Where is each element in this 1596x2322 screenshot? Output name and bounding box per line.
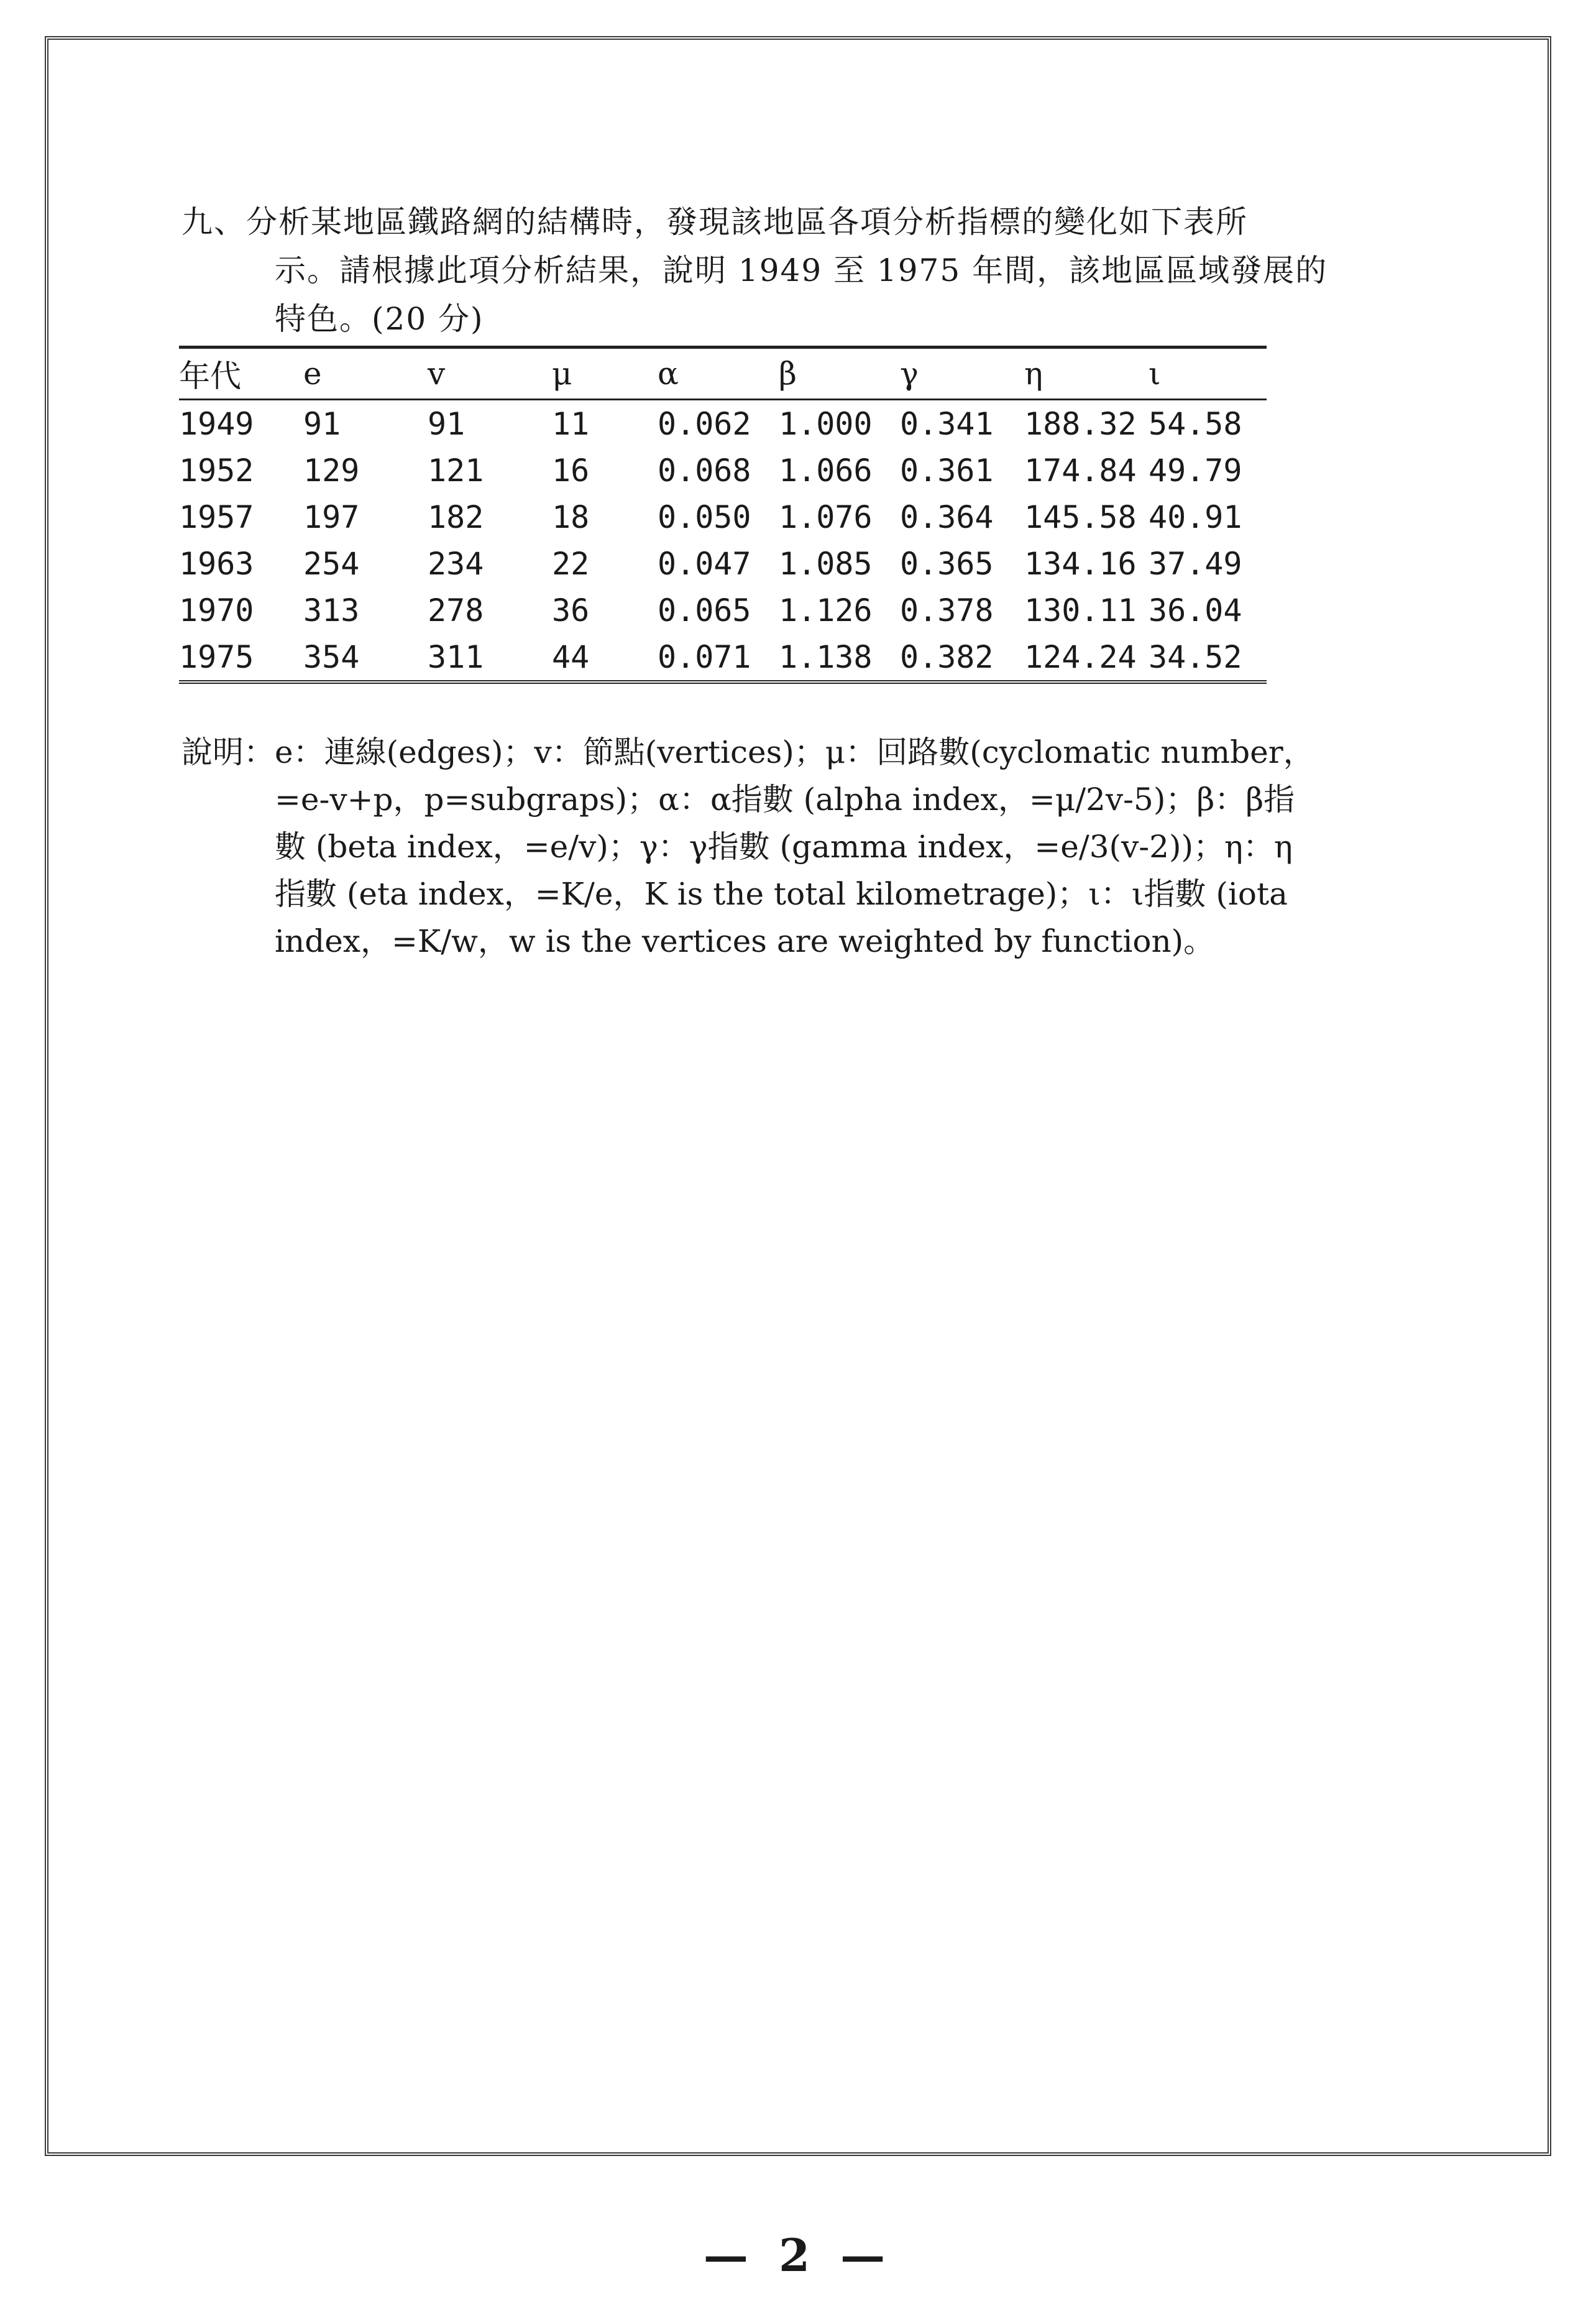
cell-eta: 145.58 xyxy=(1024,499,1137,535)
cell-e: 129 xyxy=(303,452,360,489)
cell-gamma: 0.361 xyxy=(900,452,994,489)
note-line: 數 (beta index，=e/v)；γ：γ指數 (gamma index，=e/3(v-2))；η：η xyxy=(275,829,1293,865)
cell-e: 354 xyxy=(303,638,360,675)
cell-iota: 49.79 xyxy=(1149,452,1242,489)
table-row xyxy=(179,540,1267,587)
table-row xyxy=(179,587,1267,633)
cell-gamma: 0.365 xyxy=(900,545,994,582)
page-number: — 2 — xyxy=(703,2229,893,2282)
cell-beta: 1.066 xyxy=(779,452,873,489)
table-header-row xyxy=(179,348,1267,400)
cell-year: 1970 xyxy=(179,592,254,629)
cell-eta: 174.84 xyxy=(1024,452,1137,489)
note-line: index，=K/w，w is the vertices are weighted by function)。 xyxy=(275,923,1215,959)
cell-gamma: 0.364 xyxy=(900,499,994,535)
note-line: 指數 (eta index，=K/e，K is the total kilometrage)；ι：ι指數 (iota xyxy=(275,876,1288,912)
cell-gamma: 0.382 xyxy=(900,638,994,675)
cell-beta: 1.126 xyxy=(779,592,873,629)
header-iota: ι xyxy=(1149,356,1161,392)
header-eta: η xyxy=(1024,356,1043,392)
cell-v: 311 xyxy=(428,638,484,675)
cell-beta: 1.076 xyxy=(779,499,873,535)
cell-alpha: 0.065 xyxy=(658,592,751,629)
cell-alpha: 0.068 xyxy=(658,452,751,489)
cell-v: 278 xyxy=(428,592,484,629)
note-line: 說明：e：連線(edges)；v：節點(vertices)；μ：回路數(cyclomatic number， xyxy=(181,734,1314,770)
header-e: e xyxy=(303,356,322,392)
cell-eta: 124.24 xyxy=(1024,638,1137,675)
question-block xyxy=(181,198,1431,343)
cell-mu: 18 xyxy=(552,499,590,535)
table-row xyxy=(179,494,1267,540)
question-number: 九、 xyxy=(181,204,246,240)
cell-gamma: 0.341 xyxy=(900,405,994,442)
cell-v: 91 xyxy=(428,405,466,442)
cell-e: 313 xyxy=(303,592,360,629)
cell-alpha: 0.071 xyxy=(658,638,751,675)
cell-alpha: 0.062 xyxy=(658,405,751,442)
question-line-1: 九、分析某地區鐵路網的結構時，發現該地區各項分析指標的變化如下表所 xyxy=(181,204,1248,240)
cell-mu: 44 xyxy=(552,638,590,675)
cell-year: 1957 xyxy=(179,499,254,535)
question-line-3: 特色。(20 分) xyxy=(275,301,484,337)
table-row xyxy=(179,633,1267,682)
cell-alpha: 0.047 xyxy=(658,545,751,582)
cell-mu: 16 xyxy=(552,452,590,489)
cell-year: 1949 xyxy=(179,405,254,442)
cell-v: 234 xyxy=(428,545,484,582)
cell-beta: 1.138 xyxy=(779,638,873,675)
cell-eta: 134.16 xyxy=(1024,545,1137,582)
header-gamma: γ xyxy=(900,356,919,392)
cell-year: 1975 xyxy=(179,638,254,675)
cell-beta: 1.085 xyxy=(779,545,873,582)
header-beta: β xyxy=(779,356,797,392)
header-mu: μ xyxy=(552,356,572,392)
cell-iota: 37.49 xyxy=(1149,545,1242,582)
cell-gamma: 0.378 xyxy=(900,592,994,629)
cell-eta: 188.32 xyxy=(1024,405,1137,442)
cell-v: 121 xyxy=(428,452,484,489)
cell-e: 254 xyxy=(303,545,360,582)
question-line-2: 示。請根據此項分析結果，說明 1949 至 1975 年間，該地區區域發展的 xyxy=(275,252,1328,288)
header-alpha: α xyxy=(658,356,679,392)
header-v: v xyxy=(428,356,446,392)
table-row xyxy=(179,400,1267,448)
cell-eta: 130.11 xyxy=(1024,592,1137,629)
railway-index-table xyxy=(179,346,1267,684)
table-row xyxy=(179,447,1267,494)
cell-mu: 11 xyxy=(552,405,590,442)
cell-year: 1952 xyxy=(179,452,254,489)
cell-e: 91 xyxy=(303,405,341,442)
cell-mu: 36 xyxy=(552,592,590,629)
cell-v: 182 xyxy=(428,499,484,535)
header-year: 年代 xyxy=(179,358,241,394)
cell-iota: 34.52 xyxy=(1149,638,1242,675)
cell-mu: 22 xyxy=(552,545,590,582)
cell-iota: 40.91 xyxy=(1149,499,1242,535)
note-line: =e-v+p，p=subgraps)；α：α指數 (alpha index，=μ/2v-5)；β：β指 xyxy=(275,781,1295,818)
notes-block xyxy=(181,729,1443,965)
cell-year: 1963 xyxy=(179,545,254,582)
cell-iota: 36.04 xyxy=(1149,592,1242,629)
cell-iota: 54.58 xyxy=(1149,405,1242,442)
cell-e: 197 xyxy=(303,499,360,535)
cell-beta: 1.000 xyxy=(779,405,873,442)
cell-alpha: 0.050 xyxy=(658,499,751,535)
